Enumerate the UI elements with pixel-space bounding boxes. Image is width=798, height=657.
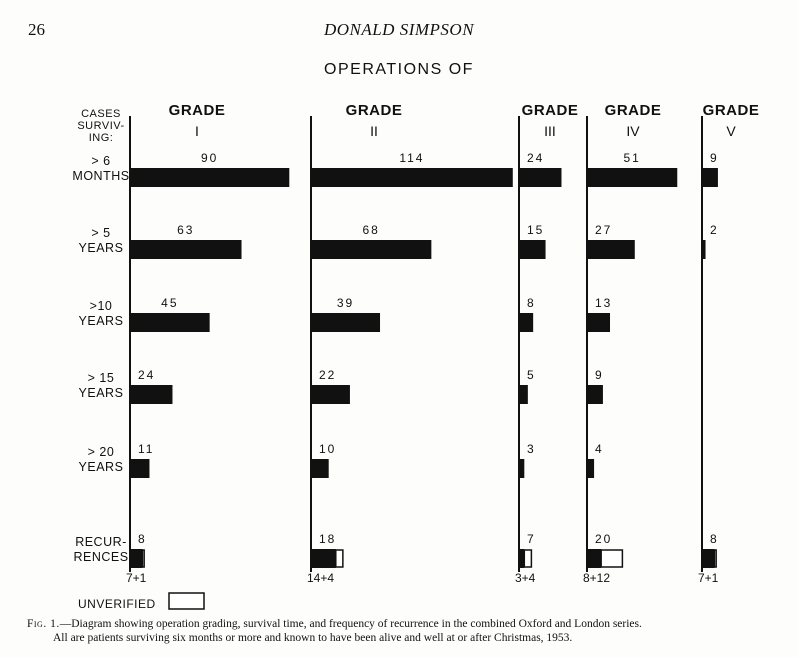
bar: [130, 459, 149, 478]
data-label: 22: [319, 368, 337, 382]
row-label-5y: YEARS: [78, 241, 124, 255]
recurrence-breakdown: 3+4: [515, 571, 536, 585]
data-label: 3: [527, 442, 536, 456]
data-label: 24: [527, 151, 545, 165]
row-label-15y: YEARS: [78, 386, 124, 400]
bar: [311, 313, 380, 332]
data-label: 9: [595, 368, 604, 382]
grade-numeral: IV: [626, 123, 640, 139]
bar-unverified: [336, 550, 343, 567]
bar: [587, 168, 677, 187]
bar: [587, 240, 635, 259]
caption-text-line2: All are patients surviving six months or more and known to have been alive and well at or after Christmas, 1953.: [53, 632, 573, 644]
bar-unverified: [524, 550, 531, 567]
data-label: 18: [319, 532, 337, 546]
row-label-6m: MONTHS: [72, 169, 130, 183]
grade-title: GRADE: [702, 102, 760, 119]
data-label: 13: [595, 296, 613, 310]
recurrence-breakdown: 7+1: [698, 571, 719, 585]
bar: [702, 240, 706, 259]
grade-numeral: III: [544, 123, 556, 139]
bar: [587, 459, 594, 478]
bar-verified: [311, 549, 336, 568]
caption-text-line1: —Diagram showing operation grading, survival time, and frequency of recurrence in the combined Oxford and London series.: [59, 618, 642, 630]
data-label: 7: [527, 532, 536, 546]
row-label-10y: >10: [89, 299, 113, 313]
bar-unverified: [142, 550, 144, 567]
bar: [130, 313, 210, 332]
bar-verified: [130, 549, 142, 568]
row-label-rec: RECUR-: [75, 535, 127, 549]
grade-numeral: V: [726, 123, 736, 139]
bar: [130, 168, 289, 187]
grade-title: GRADE: [168, 102, 226, 119]
row-axis-label-line: CASES: [81, 108, 121, 120]
bar-unverified: [714, 550, 716, 567]
bar: [311, 459, 329, 478]
row-axis-label-line: ING:: [88, 132, 114, 144]
row-label-20y: > 20: [87, 445, 115, 459]
grade-title: GRADE: [604, 102, 662, 119]
row-label-15y: > 15: [87, 371, 115, 385]
row-label-6m: > 6: [91, 154, 111, 168]
row-label-rec: RENCES: [73, 550, 129, 564]
data-label: 45: [161, 296, 179, 310]
row-label-20y: YEARS: [78, 460, 124, 474]
data-label: 20: [595, 532, 613, 546]
bar: [130, 385, 172, 404]
bar: [587, 385, 603, 404]
row-label-10y: YEARS: [78, 314, 124, 328]
data-label: 2: [710, 223, 719, 237]
bar: [519, 385, 528, 404]
recurrence-breakdown: 7+1: [126, 571, 147, 585]
recurrence-breakdown: 14+4: [307, 571, 335, 585]
bar: [587, 313, 610, 332]
bar: [130, 240, 242, 259]
grade-numeral: II: [370, 123, 378, 139]
bar: [702, 168, 718, 187]
bar: [311, 168, 513, 187]
data-label: 8: [138, 532, 147, 546]
data-label: 51: [623, 151, 641, 165]
data-label: 68: [362, 223, 380, 237]
data-label: 39: [336, 296, 355, 310]
row-label-5y: > 5: [91, 226, 111, 240]
data-label: 114: [399, 151, 425, 165]
data-label: 27: [595, 223, 613, 237]
data-label: 10: [319, 442, 337, 456]
data-label: 8: [710, 532, 719, 546]
bar: [311, 385, 350, 404]
data-label: 15: [527, 223, 545, 237]
bar: [311, 240, 431, 259]
bar-verified: [519, 549, 524, 568]
bar: [519, 459, 524, 478]
recurrence-breakdown: 8+12: [583, 571, 611, 585]
bar: [519, 313, 533, 332]
grade-numeral: I: [195, 123, 199, 139]
bar-verified: [587, 549, 601, 568]
bar: [519, 240, 546, 259]
bar-unverified: [601, 550, 622, 567]
row-axis-label-line: SURVIV-: [77, 120, 125, 132]
data-label: 9: [710, 151, 719, 165]
legend-label: UNVERIFIED: [78, 597, 156, 611]
figure-caption: [27, 617, 787, 645]
data-label: 63: [177, 223, 195, 237]
page-number: 26: [28, 20, 45, 39]
data-label: 4: [595, 442, 604, 456]
grade-title: GRADE: [521, 102, 579, 119]
running-head: DONALD SIMPSON: [323, 20, 475, 39]
data-label: 11: [138, 442, 155, 456]
bar-verified: [702, 549, 714, 568]
bar: [519, 168, 561, 187]
legend-swatch-unverified: [169, 593, 204, 609]
data-label: 8: [527, 296, 536, 310]
data-label: 90: [200, 151, 219, 165]
grade-title: GRADE: [345, 102, 403, 119]
caption-label: Fig. 1.: [27, 618, 60, 630]
data-label: 24: [138, 368, 156, 382]
data-label: 5: [527, 368, 536, 382]
chart-title: OPERATIONS OF: [324, 61, 474, 78]
